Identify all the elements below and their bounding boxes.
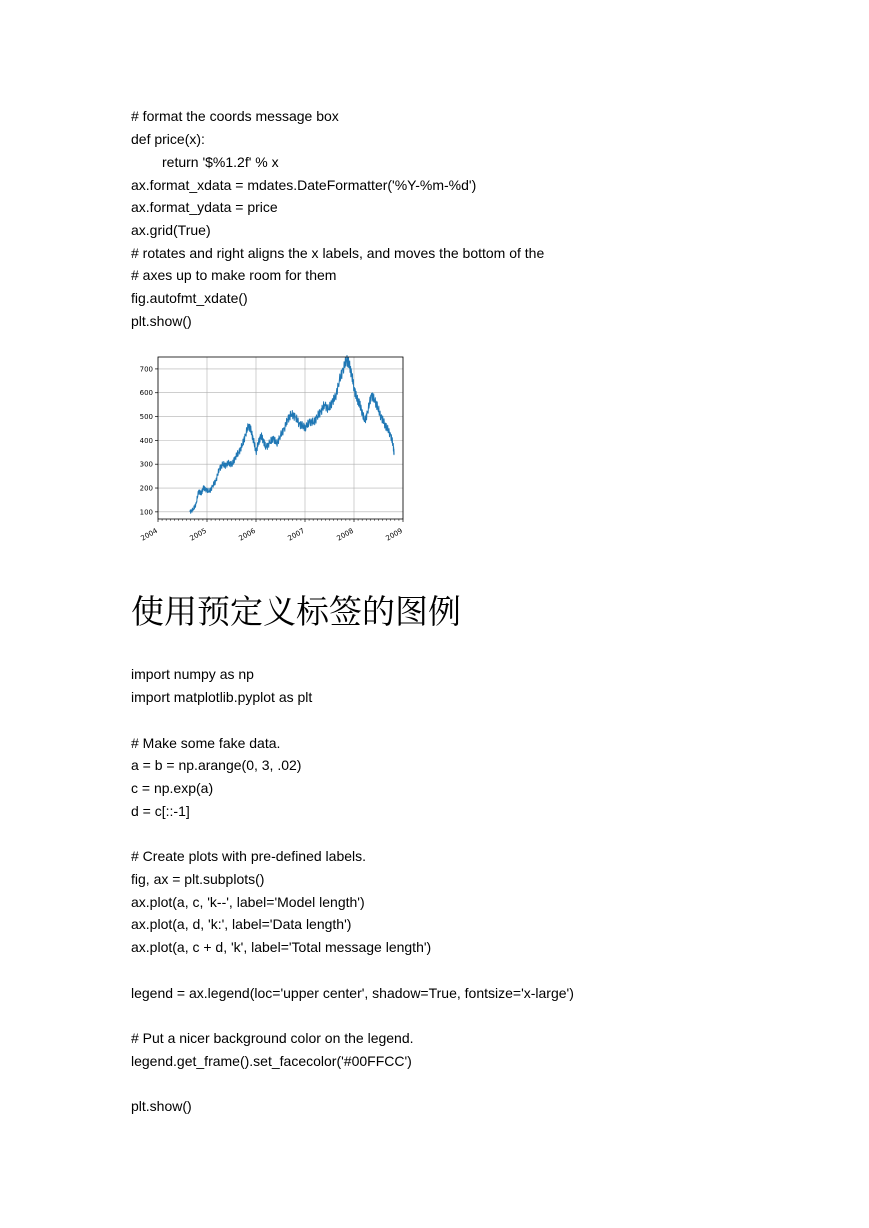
x-tick-label: 2008 <box>335 526 355 543</box>
code-line: ax.grid(True) <box>131 222 211 238</box>
code-line: return '$%1.2f' % x <box>162 154 279 170</box>
y-tick-label: 400 <box>139 436 153 445</box>
x-tick-label: 2006 <box>237 526 257 543</box>
code-line: fig.autofmt_xdate() <box>131 290 248 306</box>
code-line: # rotates and right aligns the x labels, and moves the bottom of the <box>131 245 545 261</box>
y-tick-label: 200 <box>139 484 153 493</box>
code-line: # Create plots with pre-defined labels. <box>131 848 367 864</box>
code-line: ax.plot(a, d, 'k:', label='Data length') <box>131 916 352 932</box>
y-tick-label: 500 <box>139 413 153 422</box>
code-line: legend = ax.legend(loc='upper center', shadow=True, fontsize='x-large') <box>131 985 574 1001</box>
code-line: ax.format_xdata = mdates.DateFormatter('%Y-%m-%d') <box>131 177 477 193</box>
code-line: # Make some fake data. <box>131 735 281 751</box>
y-tick-label: 700 <box>139 365 153 374</box>
chart-svg <box>130 345 415 545</box>
stock-price-chart <box>130 345 415 545</box>
chart-series <box>190 356 394 514</box>
code-line: def price(x): <box>131 131 205 147</box>
series-line <box>190 356 394 514</box>
code-line: ax.format_ydata = price <box>131 199 278 215</box>
code-line: import matplotlib.pyplot as plt <box>131 689 313 705</box>
code-line: ax.plot(a, c + d, 'k', label='Total message length') <box>131 939 432 955</box>
code-line: ax.plot(a, c, 'k--', label='Model length') <box>131 894 365 910</box>
x-tick-label: 2005 <box>188 526 208 543</box>
code-line: fig, ax = plt.subplots() <box>131 871 265 887</box>
code-line: d = c[::-1] <box>131 803 190 819</box>
x-tick-label: 2009 <box>384 526 404 543</box>
code-line: c = np.exp(a) <box>131 780 214 796</box>
y-tick-label: 300 <box>139 460 153 469</box>
y-tick-label: 100 <box>139 508 153 517</box>
code-line: # format the coords message box <box>131 108 339 124</box>
code-line: import numpy as np <box>131 666 254 682</box>
y-tick-label: 600 <box>139 389 153 398</box>
code-line: legend.get_frame().set_facecolor('#00FFCC') <box>131 1053 412 1069</box>
code-line: plt.show() <box>131 313 192 329</box>
section-heading: 使用预定义标签的图例 <box>131 592 461 631</box>
code-line: plt.show() <box>131 1098 192 1114</box>
code-line: # axes up to make room for them <box>131 267 337 283</box>
chart-ticks <box>140 365 404 542</box>
code-line: # Put a nicer background color on the legend. <box>131 1030 414 1046</box>
code-line: a = b = np.arange(0, 3, .02) <box>131 757 302 773</box>
x-tick-label: 2007 <box>286 526 306 543</box>
x-tick-label: 2004 <box>139 526 159 543</box>
